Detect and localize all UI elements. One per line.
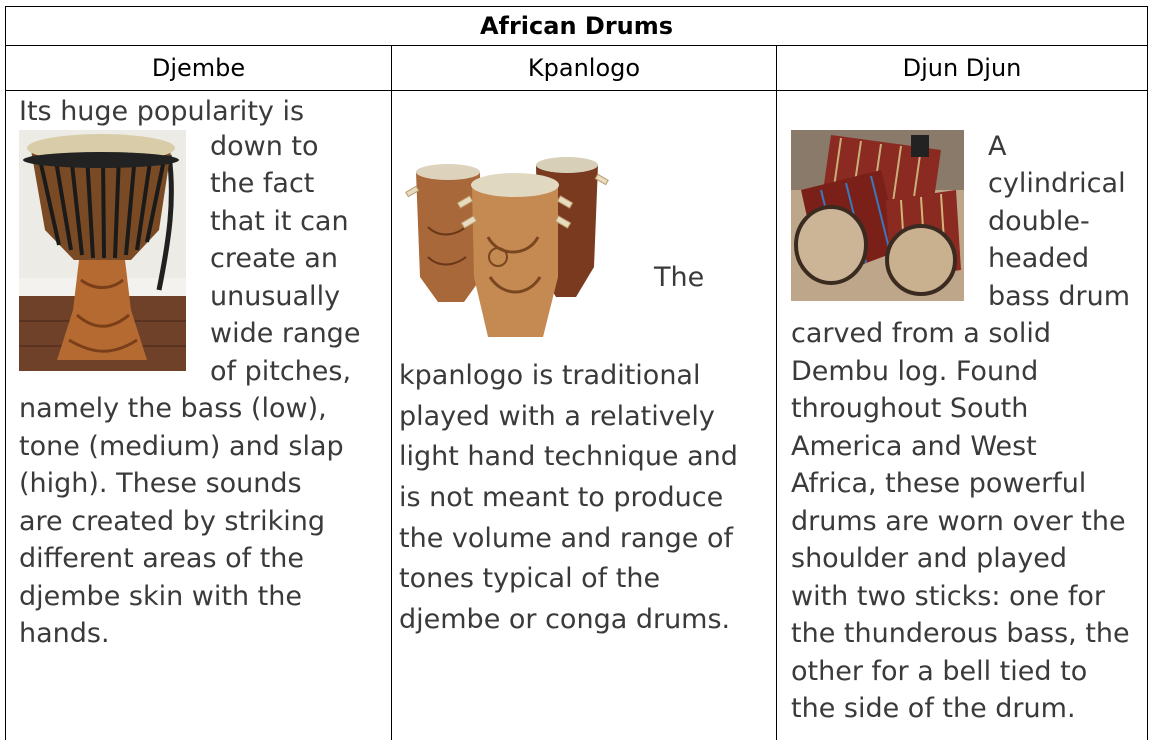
- djembe-text-line: of pitches,: [210, 356, 352, 387]
- djembe-text-line: djembe skin with the: [19, 581, 302, 612]
- djembe-text-line: tone (medium) and slap: [19, 431, 344, 462]
- djun-djun-text-line: cylindrical: [988, 168, 1126, 199]
- column-header-djembe: Djembe: [151, 54, 246, 82]
- djun-djun-text-line: headed: [988, 243, 1090, 274]
- kpanlogo-text-line: The: [654, 262, 705, 293]
- table-border-left: [5, 6, 6, 740]
- djembe-text-line: down to: [210, 131, 319, 162]
- djembe-text-line: different areas of the: [19, 543, 305, 574]
- kpanlogo-text-line: is not meant to produce: [399, 482, 724, 513]
- column-header-kpanlogo: Kpanlogo: [527, 54, 641, 82]
- kpanlogo-text-line: played with a relatively: [399, 401, 715, 432]
- kpanlogo-text-line: the volume and range of: [399, 523, 733, 554]
- table-column-divider: [776, 45, 777, 740]
- djembe-text-line: are created by striking: [19, 506, 326, 537]
- kpanlogo-text-line: tones typical of the: [399, 563, 661, 594]
- djun-djun-text-line: shoulder and played: [791, 543, 1068, 574]
- kpanlogo-text-line: light hand technique and: [399, 441, 738, 472]
- djembe-text-line: that it can: [210, 206, 349, 237]
- column-header-djun-djun: Djun Djun: [902, 54, 1022, 82]
- djembe-text-line: Its huge popularity is: [19, 96, 305, 127]
- djembe-text-line: wide range: [210, 318, 361, 349]
- djembe-text-line: the fact: [210, 168, 315, 199]
- djun-djun-text-line: other for a bell tied to: [791, 656, 1088, 687]
- djun-djun-text-line: with two sticks: one for: [791, 581, 1105, 612]
- kpanlogo-drums-image: [398, 127, 630, 359]
- table-row-divider: [5, 90, 1148, 91]
- djembe-text-line: namely the bass (low),: [19, 393, 327, 424]
- djun-djun-text-line: the thunderous bass, the: [791, 618, 1130, 649]
- djun-djun-text-line: Africa, these powerful: [791, 468, 1087, 499]
- djembe-text-line: unusually: [210, 281, 341, 312]
- djembe-text-line: create an: [210, 243, 338, 274]
- djun-djun-text-line: the side of the drum.: [791, 693, 1076, 724]
- table-border-right: [1147, 6, 1148, 740]
- table-column-divider: [391, 45, 392, 740]
- djembe-drum-image: [19, 130, 186, 371]
- kpanlogo-text-line: djembe or conga drums.: [399, 604, 731, 635]
- djun-djun-text-line: bass drum: [988, 281, 1131, 312]
- djembe-text-line: (high). These sounds: [19, 468, 302, 499]
- djun-djun-text-line: carved from a solid: [791, 318, 1052, 349]
- djembe-text-line: hands.: [19, 618, 110, 649]
- kpanlogo-text-line: kpanlogo is traditional: [399, 360, 701, 391]
- djun-djun-drums-image: [791, 130, 964, 301]
- djun-djun-text-line: double-: [988, 206, 1090, 237]
- table-title: African Drums: [479, 12, 674, 40]
- djun-djun-text-line: drums are worn over the: [791, 506, 1126, 537]
- djun-djun-text-line: Dembu log. Found: [791, 356, 1039, 387]
- djun-djun-text-line: A: [988, 131, 1007, 162]
- djun-djun-text-line: throughout South: [791, 393, 1029, 424]
- djun-djun-text-line: America and West: [791, 431, 1037, 462]
